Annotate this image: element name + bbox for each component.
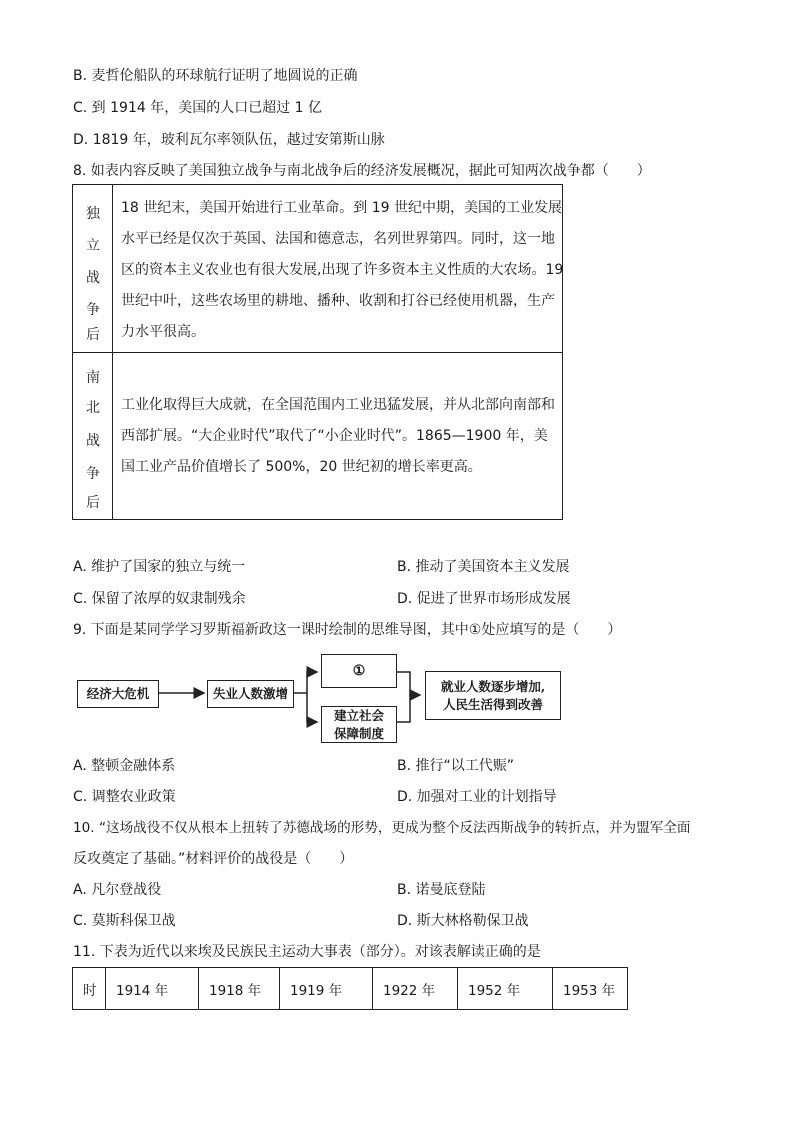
q8-option-c: C. 保留了浓厚的奴隶制残余 <box>73 591 246 607</box>
table-row <box>73 185 562 353</box>
q10-option-a: A. 凡尔登战役 <box>73 882 162 898</box>
box-social-security <box>321 706 397 743</box>
q9-option-d: D. 加强对工业的计划指导 <box>397 789 557 805</box>
text-line: 水平已经是仅次于英国、法国和德意志，名列世界第四。同时，这一地 <box>121 231 555 247</box>
text-line: 国工业产品价值增长了 500%，20 世纪初的增长率更高。 <box>121 459 482 475</box>
economy-table <box>72 184 563 520</box>
q8-option-a: A. 维护了国家的独立与统一 <box>73 559 246 575</box>
text-line: 世纪中叶，这些农场里的耕地、播种、收割和打谷已经使用机器，生产 <box>121 293 555 309</box>
header-char: 独 <box>86 206 100 222</box>
text-line: 力水平很高。 <box>121 324 205 340</box>
year-cell: 1953 年 <box>563 982 616 999</box>
egypt-events-table <box>72 967 628 1010</box>
table-row <box>73 353 562 519</box>
row-text-civil-war <box>121 390 557 483</box>
q8-option-d: D. 促进了世界市场形成发展 <box>397 591 571 607</box>
year-cell: 1919 年 <box>280 968 373 1009</box>
text-line: 区的资本主义农业也有很大发展,出现了许多资本主义性质的大农场。19 <box>121 262 564 278</box>
arrow <box>294 672 317 693</box>
row-text-independence <box>121 193 564 348</box>
header-char: 北 <box>86 400 100 416</box>
header-char: 争 <box>86 466 100 482</box>
arrow <box>397 672 420 695</box>
box-text: 保障制度 <box>333 725 384 741</box>
question-9: 9. 下面是某同学学习罗斯福新政这一课时绘制的思维导图，其中①处应填写的是（ ） <box>73 622 622 638</box>
q8-option-b: B. 推动了美国资本主义发展 <box>397 559 570 575</box>
year-cell: 1918 年 <box>199 968 280 1009</box>
header-char: 南 <box>86 370 100 386</box>
q9-option-b: B. 推行“以工代赈” <box>397 758 515 774</box>
box-text: 建立社会 <box>333 707 384 723</box>
header-char: 后 <box>86 327 100 343</box>
mind-map <box>72 650 572 745</box>
q7-option-d: D. 1819 年，玻利瓦尔率领队伍，越过安第斯山脉 <box>73 132 385 148</box>
row-header-independence <box>73 185 113 352</box>
year-cell: 1914 年 <box>106 968 199 1009</box>
header-char: 后 <box>86 495 100 511</box>
arrow <box>397 695 410 722</box>
box-economic-crisis: 经济大危机 <box>77 680 159 708</box>
q7-option-c: C. 到 1914 年，美国的人口已超过 1 亿 <box>73 100 323 116</box>
text-line: 西部扩展。“大企业时代”取代了“小企业时代”。1865—1900 年，美 <box>121 428 548 444</box>
question-10-line-1: 10. “这场战役不仅从根本上扭转了苏德战场的形势，更成为整个反法西斯战争的转折点，并为盟军全面 <box>73 820 691 836</box>
text-line: 工业化取得巨大成就，在全国范围内工业迅猛发展，并从北部向南部和 <box>121 397 555 413</box>
box-text: 就业人数逐步增加, <box>440 678 546 694</box>
row-header-civil-war <box>73 353 113 519</box>
q7-option-b: B. 麦哲伦船队的环球航行证明了地圆说的正确 <box>73 68 358 84</box>
header-char: 战 <box>86 270 100 286</box>
q10-option-b: B. 诺曼底登陆 <box>397 882 486 898</box>
year-cell: 1952 年 <box>458 968 553 1009</box>
table-header-cell: 时 <box>73 968 106 1009</box>
question-10-line-2: 反攻奠定了基础。”材料评价的战役是（ ） <box>73 851 354 867</box>
header-char: 争 <box>86 302 100 318</box>
q9-option-a: A. 整顿金融体系 <box>73 758 176 774</box>
text-line: 18 世纪末，美国开始进行工业革命。到 19 世纪中期，美国的工业发展 <box>121 200 562 216</box>
header-char: 战 <box>86 433 100 449</box>
question-11: 11. 下表为近代以来埃及民族民主运动大事表（部分）。对该表解读正确的是 <box>73 944 541 960</box>
q10-option-d: D. 斯大林格勒保卫战 <box>397 913 529 929</box>
q9-option-c: C. 调整农业政策 <box>73 789 176 805</box>
box-unemployment: 失业人数激增 <box>207 680 294 708</box>
arrow <box>307 693 317 722</box>
box-text: 人民生活得到改善 <box>442 696 543 712</box>
q10-option-c: C. 莫斯科保卫战 <box>73 913 176 929</box>
question-8: 8. 如表内容反映了美国独立战争与南北战争后的经济发展概况，据此可知两次战争都（ ） <box>73 163 651 179</box>
year-cell: 1922 年 <box>373 968 458 1009</box>
box-blank-1: ① <box>321 654 397 688</box>
box-employment-improve <box>425 671 561 720</box>
header-char: 立 <box>86 238 100 254</box>
